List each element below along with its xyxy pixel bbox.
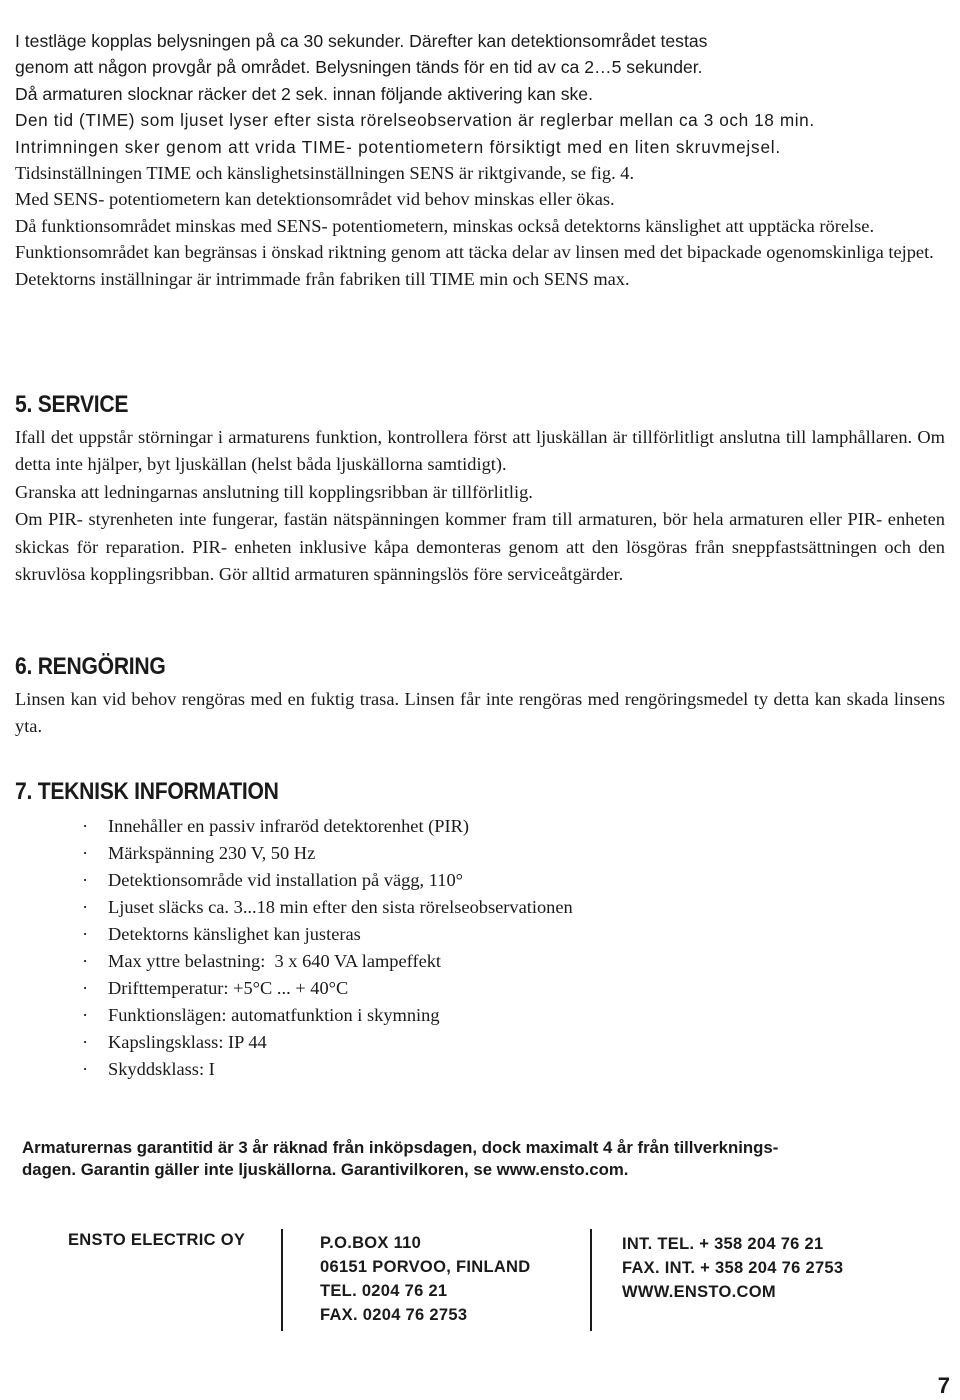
list-item-text: Ljuset släcks ca. 3...18 min efter den sista rörelseobservationen [108, 897, 573, 917]
contact-line: INT. TEL. + 358 204 76 21 [622, 1235, 824, 1253]
list-item-text: Märkspänning 230 V, 50 Hz [108, 843, 316, 863]
bullet: · [82, 1032, 89, 1052]
list-item-text: Kapslingsklass: IP 44 [108, 1032, 267, 1052]
bullet: · [82, 978, 89, 998]
list-item [82, 813, 573, 840]
list-item [82, 948, 573, 975]
cleaning-paragraph: Linsen kan vid behov rengöras med en fuktig trasa. Linsen får inte rengöras med rengöringsmedel ty detta kan skada linsens yta. [15, 689, 945, 737]
list-item [82, 1029, 573, 1056]
list-item-text: Skyddsklass: I [108, 1059, 215, 1079]
address-line: TEL. 0204 76 21 [320, 1282, 448, 1300]
intro-paragraph: Då funktionsområdet minskas med SENS- potentiometern, minskas också detektorns känslighet att upptäcka rörelse. [15, 215, 875, 236]
list-item [82, 840, 573, 867]
list-item-text: Detektionsområde vid installation på vägg, 110° [108, 870, 463, 890]
website-link[interactable]: WWW.ENSTO.COM [622, 1283, 776, 1301]
warranty-line: Armaturernas garantitid är 3 år räknad från inköpsdagen, dock maximalt 4 år från tillverknings- [22, 1138, 779, 1157]
address-line: 06151 PORVOO, FINLAND [320, 1258, 531, 1276]
list-item [82, 1002, 573, 1029]
intro-paragraph: Intrimningen sker genom att vrida TIME- potentiometern försiktigt med en liten skruvmejsel. [15, 136, 781, 157]
intro-paragraph: Funktionsområdet kan begränsas i önskad riktning genom att täcka delar av linsen med det bipackade ogenomskinliga tejpet. [15, 242, 934, 263]
footer-contact [622, 1232, 843, 1304]
address-line: FAX. 0204 76 2753 [320, 1306, 468, 1324]
list-item [82, 975, 573, 1002]
bullet: · [82, 951, 89, 971]
list-item-text: Detektorns känslighet kan justeras [108, 924, 361, 944]
footer-divider [590, 1229, 592, 1331]
warranty-line: dagen. Garantin gäller inte ljuskällorna. Garantivilkoren, se www.ensto.com. [22, 1160, 629, 1179]
intro-paragraph: Med SENS- potentiometern kan detektionsområdet vid behov minskas eller ökas. [15, 189, 615, 210]
cleaning-body [15, 686, 945, 741]
list-item-text: Funktionslägen: automatfunktion i skymning [108, 1005, 440, 1025]
bullet: · [82, 870, 89, 890]
list-item-text: Drifttemperatur: +5°C ... + 40°C [108, 978, 349, 998]
address-line: P.O.BOX 110 [320, 1234, 422, 1252]
page-number: 7 [937, 1373, 950, 1398]
technical-list [82, 813, 573, 1083]
intro-paragraph: Tidsinställningen TIME och känslighetsinställningen SENS är riktgivande, se fig. 4. [15, 163, 635, 184]
list-item [82, 867, 573, 894]
intro-paragraph: genom att någon provgår på området. Belysningen tänds för en tid av ca 2…5 sekunder. [15, 57, 703, 78]
intro-paragraph: I testläge kopplas belysningen på ca 30 sekunder. Därefter kan detektionsområdet testas [15, 31, 708, 51]
bullet: · [82, 816, 89, 836]
cleaning-heading: 6. RENGÖRING [15, 653, 166, 680]
bullet: · [82, 924, 89, 944]
footer-company [68, 1228, 245, 1252]
warranty-notice [22, 1137, 942, 1181]
service-paragraph: Ifall det uppstår störningar i armaturens funktion, kontrollera först att ljuskällan är tillförlitligt anslutna till lamphållaren. Om detta inte hjälper, byt ljuskällan (helst båda ljuskällorna samtidigt). [15, 427, 945, 475]
list-item [82, 921, 573, 948]
intro-text [15, 28, 945, 292]
list-item [82, 894, 573, 921]
bullet: · [82, 1059, 89, 1079]
company-name: ENSTO ELECTRIC OY [68, 1231, 246, 1249]
list-item [82, 1056, 573, 1083]
service-paragraph: Om PIR- styrenheten inte fungerar, fastän nätspänningen kommer fram till armaturen, bör hela armaturen eller PIR- enheten skickas för reparation. PIR- enheten inklusive kåpa demonteras genom att den lösgöras från sneppfastsättningen och den skruvlösa kopplingsribban. Gör alltid armaturen spänningslös före serviceåtgärder. [15, 509, 945, 585]
service-body [15, 424, 945, 588]
bullet: · [82, 897, 89, 917]
intro-paragraph: Den tid (TIME) som ljuset lyser efter sista rörelseobservation är reglerbar mellan ca 3 och 18 min. [15, 110, 815, 131]
contact-line: FAX. INT. + 358 204 76 2753 [622, 1259, 844, 1277]
service-paragraph: Granska att ledningarnas anslutning till kopplingsribban är tillförlitlig. [15, 481, 533, 502]
list-item-text: Innehåller en passiv infraröd detektorenhet (PIR) [108, 816, 470, 836]
intro-paragraph: Då armaturen slocknar räcker det 2 sek. innan följande aktivering kan ske. [15, 83, 593, 104]
technical-heading: 7. TEKNISK INFORMATION [15, 778, 279, 805]
service-heading: 5. SERVICE [15, 391, 129, 418]
footer-divider [281, 1229, 283, 1331]
bullet: · [82, 1005, 89, 1025]
list-item-text: Max yttre belastning: 3 x 640 VA lampeffekt [108, 951, 442, 971]
bullet: · [82, 843, 89, 863]
intro-paragraph: Detektorns inställningar är intrimmade från fabriken till TIME min och SENS max. [15, 268, 630, 289]
footer-address [320, 1231, 530, 1327]
